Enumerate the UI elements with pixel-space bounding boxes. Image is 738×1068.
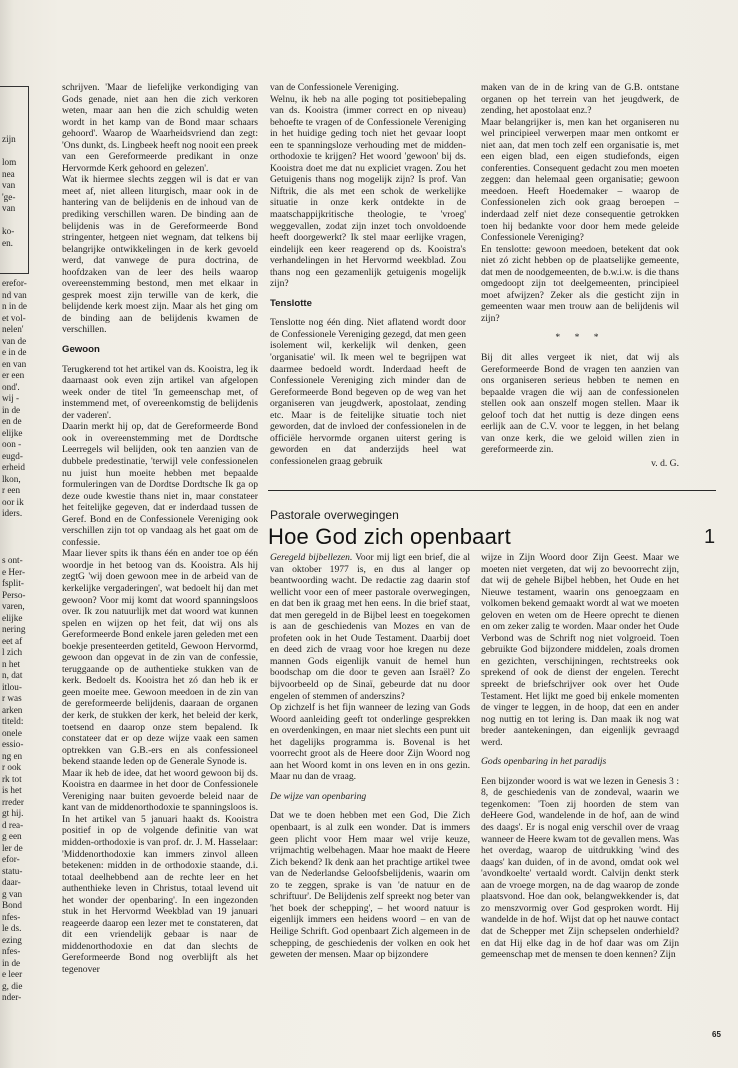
col4-para: Dat we te doen hebben met een God, Die Zich openbaart, is al zulk een wonder. Dat is immers geen plicht voor Hem maar wel vrije keuze, vrijmachtig welbehagen. Maar hoe maakt de Heere Zich bekend? Ik denk aan het prachtige artikel twee van de Nederlandse Geloofsbelijdenis, waarin om zo te zeggen, sprake is van 'de natuur en de schriftuur'. De Belijdenis zelf spreekt nog beter van 'het boek der schepping', – het woord natuur is eigenlijk immers een heidens woord – en van de Heilige Schrift. God openbaart Zich algemeen in de schepping, de geschiedenis der volken en ook het geweten der mensen. Maar op bijzondere xyxy=(270,810,470,961)
section-stars: * * * xyxy=(555,332,605,344)
col3-para: Maar belangrijker is, men kan het organiseren nu wel principieel verwerpen maar men ontkomt er niet aan, dat men toch zelf een organisatie is, met een eigen blad, een eigen studiefonds, eigen conferenties. Consequent gedacht zou men moeten zeggen: dan helemaal geen organisatie; gewoon meedoen. Heeft Hoedemaker – waarop de Confessionelen zich ook graag beroepen – inderdaad zelf niet deze consequentie getrokken toen hij bedankte voor door hem mede geleide Confessionele Vereniging? xyxy=(481,116,679,244)
col3-para: Bij dit alles vergeet ik niet, dat wij als Gereformeerde Bond de vragen ten aanzien van ons organiseren serieus hebben te nemen en bepaalde vragen die wij aan de confessionelen stellen ook aan onszelf mogen stellen. Maar ik geloof toch dat het nuttig is deze dingen eens eerlijk aan de C.V. voor te leggen, in het belang van onze kerk, die we geloid willen zien in gereformeerde zin. xyxy=(481,352,679,456)
page-number: 65 xyxy=(712,1030,721,1039)
left-fragment-block-1: zijn lom nea van 'ge- van ko- en. xyxy=(2,134,17,248)
article-title: Hoe God zich openbaart xyxy=(268,524,511,549)
col4-para xyxy=(270,552,470,702)
column-4 xyxy=(270,552,470,1022)
col2-para: Welnu, ik heb na alle poging tot positiebepaling van ds. Kooistra (immer correct en op niveau) behoefte te vragen of de Confessionele Vereniging in het huidige geding toch niet het gevaar loopt een te spanningsloze verhouding met de midden-orthodoxie te krijgen? Het woord 'gewoon' bij ds. Kooistra doet me dat nu expliciet vragen. Zou het Getuigenis thans nog mogelijk zijn? Is prof. Van Niftrik, die als met een schok de werkelijke situatie in onze kerk ontdekte in de maatschappijkritische theologie, te 'vroeg' weggevallen, zodat zijn inzet toch onvoldoende heeft doorgewerkt? Ik stel maar eerlijke vragen, eindelijk een keer reagerend op ds. Kooistra's verhandelingen in het Hervormd weekblad. Zou thans nog een gezamenlijk getuigenis mogelijk zijn? xyxy=(270,93,466,290)
col2-para: Tenslotte nog één ding. Niet aflatend wordt door de Confessionele Vereniging gezegd, dat men geen isolement wil, kerkelijk wil denken, geen 'organisatie' wil. Ik meen wel te begrijpen wat daarmee bedoeld wordt. Inderdaad heeft de Confessionele Vereniging zich minder dan de Gereformeerde Bond begeven op de weg van het organiseren van jeugdwerk, apostolaat, zending etc. Maar is de feitelijke situatie toch niet geworden, dat de invloed der confessionelen in de officiële hervormde organen uiterst gering is geworden en dat anderzijds heel wat confessionelen graag gebruik xyxy=(270,317,466,467)
column-3 xyxy=(481,82,679,482)
article-part-number: 1 xyxy=(704,526,716,548)
col4-lead-rest: Voor mij ligt een brief, die al van oktober 1977 is, en dus al langer op beantwoording wacht. De redactie zag daarin stof wellicht voor een of meer pastorale overwegingen, en dat ben ik graag met hen eens. In die brief staat, dat men geregeld in de Bijbel leest en toegekomen is aan de geschiedenis van Mozes en van de profeten ook in het Oude Testament. Daarbij doet en deed zich de vraag voor hoe kregen nu deze mannen Gods eigenlijk vanuit de hemel hun boodschap om die door te geven aan Israël? Zo bijvoorbeeld op de Sinaï, gebeurde dat nu door engelen of stemmen of anderszins? xyxy=(270,552,470,702)
column-1 xyxy=(62,82,258,1022)
col5-subheading: Gods openbaring in het paradijs xyxy=(481,756,607,768)
col4-subheading: De wijze van openbaring xyxy=(270,790,367,802)
col3-para: maken van de in de kring van de G.B. ontstane organen op het terrein van het jeugdwerk, de zending, het apostolaat enz.? xyxy=(481,82,679,117)
section-label: Pastorale overwegingen xyxy=(270,508,399,522)
left-fragment-block-3: s ont- e Her- fsplit- Perso- varen, elijke nering eet af l zich n het n, dat itlou- r was arken titeld: onele essio- ng en r ook rk tot is het rreder gt hij. d rea- g een ler de efor- statu- daar- g van Bond nfes- le ds. ezing nfes- in de e leer g, die nder- xyxy=(2,555,26,1002)
col1-heading: Gewoon xyxy=(62,344,100,356)
column-5 xyxy=(481,552,679,1022)
col4-para: Op zichzelf is het fijn wanneer de lezing van Gods Woord aanleiding geeft tot onderlinge gesprekken en overdenkingen, en maar niet slechts een punt uit het dagelijks programma is. Bovenal is het voorrecht groot als de Heere door Zijn Woord nog aan het Woord komt in ons leven en in ons gezin. Maar nu dan de vraag. xyxy=(270,702,470,783)
col1-para: Wat ik hiermee slechts zeggen wil is dat er van meet af, niet alleen liturgisch, maar ook in de hantering van de belijdenis en de inhoud van de prediking verschillen waren. De binding aan de belijdenis was in de Gereformeerde Bond stringenter, hetgeen niet wegnam, dat telkens bij belangrijke ontwikkelingen in de kerk gevoeld werd, dat vanwege de pura doctrina, de hoofdzaken van de leer des heils waarop overeenstemming bestond, men met elkaar in gesprek moest zijn terwille van de kerk, die belijdende kerk moest zijn. Maar als het ging om de binding aan de belijdenis kwamen de verschillen. xyxy=(62,174,258,336)
col1-para: Maar ik heb de idee, dat het woord gewoon bij ds. Kooistra en daarmee in het door de Confessionele Vereniging naar buiten gevoerde beleid naar de kant van de middenorthodoxie te spanningsloos is. In het artikel van 5 januari haakt ds. Kooistra positief in op de volgende definitie van wat midden-orthodoxie is van prof. dr. J. M. Hasselaar: 'Middenorthodoxie kan immers zinvol alleen betekenen: midden in de orthodoxie staande, d.i. totaal deelhebbend aan de rechte leer en het authenthieke leven in Christus, totaal levend uit het wonder der openbaring'. In een ingezonden stuk in het Hervormd Weekblad van 19 januari reageerde daarop een lezer met te constateren, dat dit een vriendelijk gebaar is naar de middenorthodoxie en dat dan slechts de Gereformeerde Bond nog overblijft als het tegenover xyxy=(62,767,258,976)
author-signature: v. d. G. xyxy=(651,457,679,469)
column-2 xyxy=(270,82,466,482)
left-fragment-block-2: erefor- nd van n in de et vol- nelen' van de e in de en van er een ond'. wij - in de en de elijke oon - eugd- erheid lkon, r een oor ik iders. xyxy=(2,278,28,518)
article-divider xyxy=(268,490,716,491)
col1-para: Maar liever spits ik thans één en ander toe op één woordje in het betoog van ds. Kooistra. Als hij zegtG 'wij doen gewoon mee in de arbeid van de kerkelijke vergaderingen', wat bedoelt hij dan met gewoon? Voor mij komt dat woord spanningsloos over. Ik zou natuurlijk met dat woord wat kunnen spelen en wijzen op het feit, dat wij ons als Gereformeerde Bond enkele jaren geleden met een boekje presenteerden getiteld, Gewoon Hervormd, gewoon dan opgevat in de zin van de confessie, teruggaande op de authentieke stukken van de kerk. Bedoelt ds. Kooistra het zó dan heb ik er geen moeite mee. Gewoon meedoen in de zin van de gereformeerde belijdenis, daaraan de organen der kerk, de stukken der kerk, het beleid der kerk, toetsend en daarop onze stem bepalend. Ik constateer dat er op deze wijze vaak een samen optrekken van G.B.-ers en als confessioneel bekend staande leden op de Generale Synode is. xyxy=(62,548,258,768)
col1-para: Terugkerend tot het artikel van ds. Kooistra, leg ik daarnaast ook even zijn artikel van afgelopen week onder de titel 'In gemeenschap met, of instemmend met, of overeenkomstig de belijdenis der vaderen'. xyxy=(62,363,258,421)
col3-para: En tenslotte: gewoon meedoen, betekent dat ook niet zó zicht hebben op de plaatselijke gemeente, dat men de noodgemeenten, de b.w.i.w. is die thans omgedoopt zijn tot deelgemeenten, principieel moet afwijzen? Zeker als die gesticht zijn in gemeenten waar men trouw aan de belijdenis wil zijn? xyxy=(481,243,679,324)
col4-lead: Geregeld bijbellezen. xyxy=(270,552,353,563)
col2-heading: Tenslotte xyxy=(270,297,312,309)
col1-para: schrijven. 'Maar de liefelijke verkondiging van Gods genade, niet aan hen die zich verkoren weten, maar aan hen die zich schuldig weten wordt in het kamp van de Bond maar schaars gehoord'. Waarop de Waarheidsvriend dan zegt: 'Ons dunkt, ds. Lingbeek heeft nog nooit een preek van een Gereformeerde predikant in onze Hervormde Kerk gehoord en gelezen'. xyxy=(62,82,258,174)
col1-para: Daarin merkt hij op, dat de Gereformeerde Bond ook in overeenstemming met de Dordtsche Leerregels wil belijden, ook ten aanzien van de dubbele predestinatie, 'terwijl vele confessionelen nu juist hun moeite hebben met bepaalde formuleringen van de Dordtse Dordtsche Ik ga op deze oude kwestie thans niet in, maar constateer het feitelijke gegeven, dat er inderdaad tussen de Geref. Bond en de Confessionele Vereniging ook verschillen zijn tot op vandaag als het gaat om de confessie. xyxy=(62,421,258,548)
col5-para: wijze in Zijn Woord door Zijn Geest. Maar we moeten niet vergeten, dat wij zo bevoorrecht zijn, dat wij de gehele Bijbel hebben, het Oude en het Nieuwe testament, waarin ons genoegzaam en volkomen bekend gemaakt wordt al wat we moeten geloven en weten om de Heere oprecht te dienen en om zeker zalig te worden. Maar onder het Oude Verbond was de Schrift nog niet volgroeid. Toen gebruikte God bijzondere middelen, zoals dromen en gezichten, verschijningen, rechtstreeks ook sprekend of ook de dienst der engelen. Terecht spreekt de briefschrijver ook over het Oude Testament. Het lijkt me goed bij enkele momenten de vinger te leggen, in de hoop, dat een en ander nog nuttig en tot lering is. Dan maak ik nog wat breder aantekeningen, dan eigenlijk gevraagd werd. xyxy=(481,552,679,748)
col2-para: van de Confessionele Vereniging. xyxy=(270,82,399,93)
col5-para: Een bijzonder woord is wat we lezen in Genesis 3 : 8, de geschiedenis van de zondeval, waarin we tegenkomen: 'Toen zij hoorden de stem van deHeere God, wandelende in de hof, aan de wind des daags'. Er is nogal enig verschil over de vraag wanneer de Heere kwam tot de gevallen mens. Was het overdag, waarop de uitdrukking 'wind des daags' kan duiden, of in de avond, omdat ook wel 'avondkoelte' vertaald wordt. Calvijn denkt sterk aan de vroege morgen, na de dag waarop de zonde plaatsvond. Hoe dan ook, belangwekkender is, dat zo menszvormig over God gesproken wordt. Hij wandelde in de hof. Wijst dat op het nauwe contact dat de Schepper met Zijn schepselen onderhield? en dat Hij elke dag in de hof daar was om Zijn gemeenschap met de mensen te doen kennen? Zijn xyxy=(481,775,679,961)
